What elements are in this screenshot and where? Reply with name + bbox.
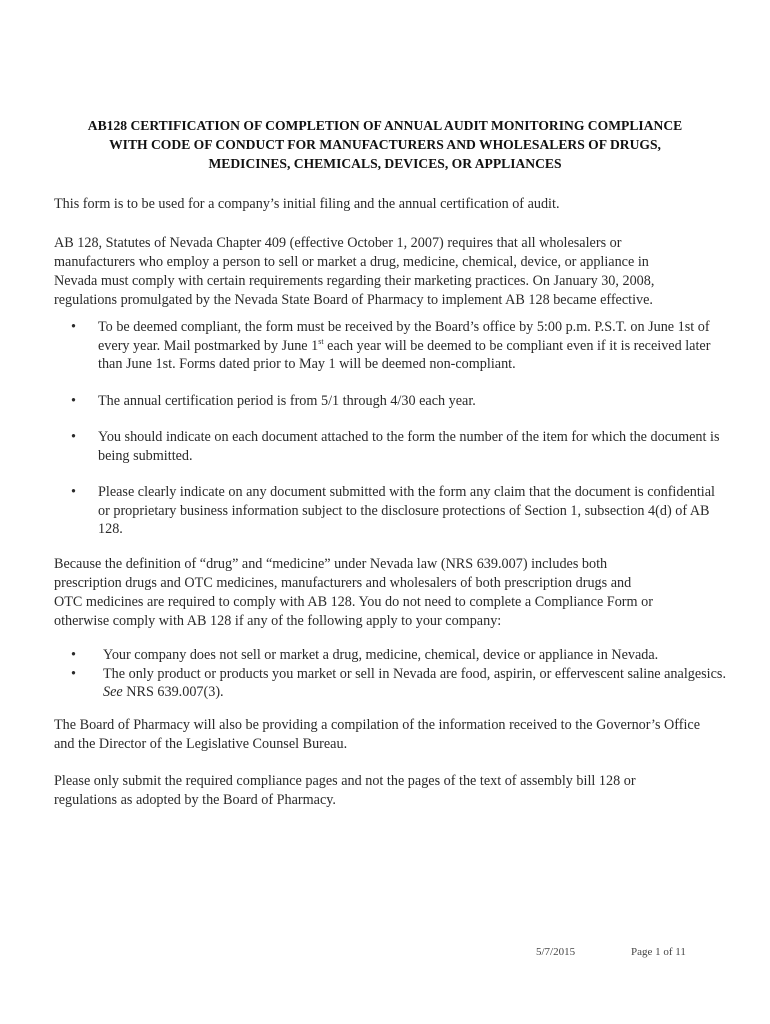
definition-line-1: Because the definition of “drug” and “medicine” under Nevada law (NRS 639.007) includes both <box>54 556 608 572</box>
statute-line-2: manufacturers who employ a person to sell or market a drug, medicine, chemical, device, or appliance in <box>54 254 649 270</box>
compilation-paragraph <box>54 716 726 754</box>
definition-paragraph <box>54 555 726 631</box>
instruction-deadline-text-cont: each year will be deemed to be compliant even if it is received later than June 1st. Forms dated prior to May 1 will be deemed non-compliant. <box>98 337 711 372</box>
bullet-icon: • <box>71 484 76 500</box>
instruction-period: The annual certification period is from 5/1 through 4/30 each year. <box>98 392 476 409</box>
bullet-icon: • <box>71 665 76 682</box>
title-line-2: WITH CODE OF CONDUCT FOR MANUFACTURERS AND WHOLESALERS OF DRUGS, <box>109 137 661 152</box>
instruction-item-number: You should indicate on each document attached to the form the number of the item for which the document is being submitted. <box>98 429 720 464</box>
instruction-deadline-text: To be deemed compliant, the form must be received by the Board’s office by 5:00 p.m. P.S.T. on June 1st of every year. Mail postmarked by June 1 <box>98 319 710 354</box>
statute-line-1: AB 128, Statutes of Nevada Chapter 409 (effective October 1, 2007) requires that all wholesalers or <box>54 235 622 251</box>
list-item <box>54 318 726 374</box>
title-line-1: AB128 CERTIFICATION OF COMPLETION OF ANNUAL AUDIT MONITORING COMPLIANCE <box>87 118 683 133</box>
submit-line-1: Please only submit the required compliance pages and not the pages of the text of assembly bill 128 or <box>54 773 636 789</box>
definition-line-4: otherwise comply with AB 128 if any of the following apply to your company: <box>54 613 502 629</box>
nrs-reference: NRS 639.007(3). <box>126 684 224 700</box>
list-item <box>54 646 726 665</box>
compilation-line-2: and the Director of the Legislative Counsel Bureau. <box>54 736 348 752</box>
exemptions-list <box>54 646 726 702</box>
list-item <box>54 392 726 411</box>
bullet-icon: • <box>71 319 76 335</box>
list-item <box>54 665 726 702</box>
document-title <box>40 116 730 173</box>
footer-page-number: Page 1 of 11 <box>631 946 686 958</box>
see-reference: See <box>103 684 123 700</box>
statute-paragraph <box>54 234 726 310</box>
instruction-confidential: Please clearly indicate on any document submitted with the form any claim that the document is confidential or proprietary business information subject to the disclosure protections of Section 1, subsection 4(d) of AB 128. <box>98 484 715 537</box>
exemption-products-text: The only product or products you market or sell in Nevada are food, aspirin, or effervescent saline analgesics. <box>103 665 726 682</box>
ordinal-suffix: st <box>318 336 324 346</box>
compilation-line-1: The Board of Pharmacy will also be providing a compilation of the information received to the Governor’s Office <box>54 717 701 733</box>
bullet-icon: • <box>71 392 76 409</box>
title-line-3: MEDICINES, CHEMICALS, DEVICES, OR APPLIANCES <box>208 156 562 171</box>
instruction-deadline <box>98 319 710 372</box>
exemption-no-sales: Your company does not sell or market a drug, medicine, chemical, device or appliance in Nevada. <box>103 647 659 663</box>
submit-line-2: regulations as adopted by the Board of Pharmacy. <box>54 792 336 808</box>
list-item <box>54 483 726 539</box>
instructions-list <box>54 318 726 557</box>
definition-line-3: OTC medicines are required to comply with AB 128. You do not need to complete a Compliance Form or <box>54 594 653 610</box>
footer-date: 5/7/2015 <box>536 946 576 958</box>
statute-line-4: regulations promulgated by the Nevada State Board of Pharmacy to implement AB 128 became effective. <box>54 292 653 308</box>
intro-paragraph: This form is to be used for a company’s initial filing and the annual certification of audit. <box>54 196 560 212</box>
definition-line-2: prescription drugs and OTC medicines, manufacturers and wholesalers of both prescription drugs and <box>54 575 632 591</box>
bullet-icon: • <box>71 647 76 663</box>
list-item <box>54 428 726 465</box>
statute-line-3: Nevada must comply with certain requirements regarding their marketing practices. On January 30, 2008, <box>54 273 655 289</box>
submit-paragraph <box>54 772 726 810</box>
exemption-products <box>103 666 726 701</box>
bullet-icon: • <box>71 429 76 445</box>
